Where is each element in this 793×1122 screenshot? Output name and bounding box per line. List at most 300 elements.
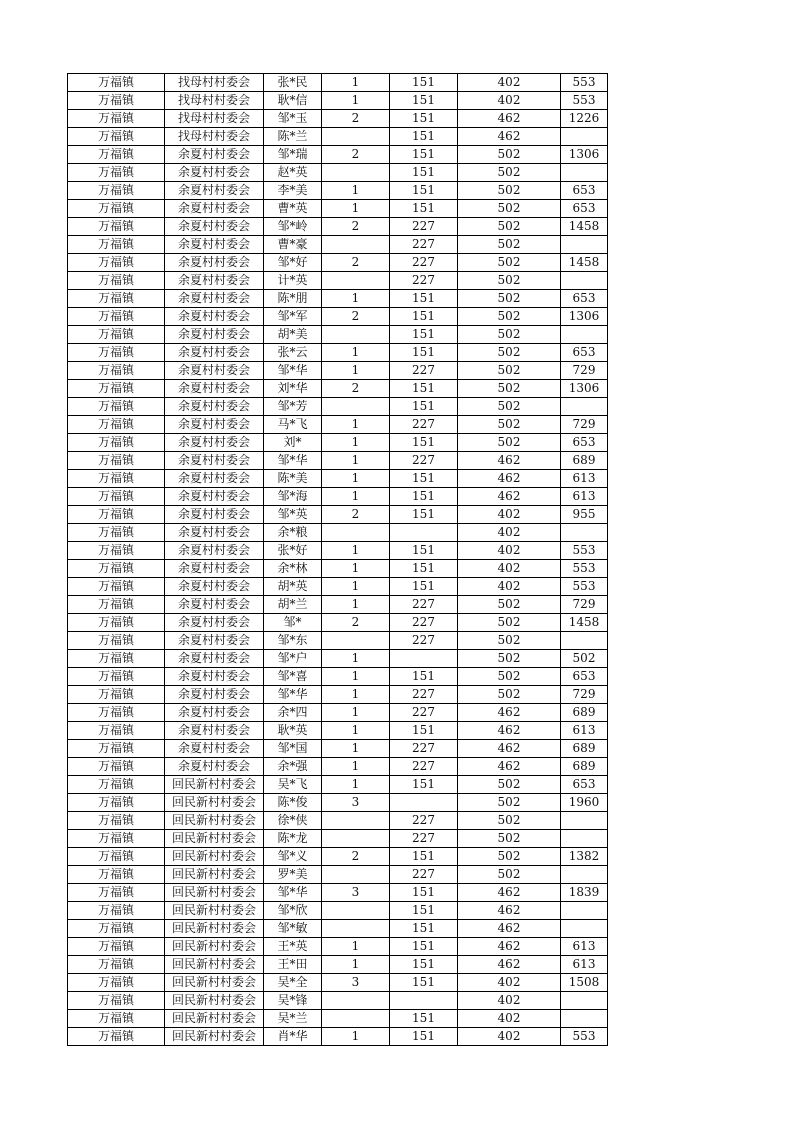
cell-total: 1839 <box>561 884 608 902</box>
table-row <box>68 1028 608 1046</box>
cell-value-a: 227 <box>390 236 458 254</box>
cell-town: 万福镇 <box>68 74 165 92</box>
cell-village-committee: 余夏村村委会 <box>165 686 264 704</box>
cell-person-name: 邹*喜 <box>264 668 322 686</box>
cell-village-committee: 余夏村村委会 <box>165 506 264 524</box>
cell-value-b: 502 <box>458 164 561 182</box>
cell-value-b: 402 <box>458 560 561 578</box>
table-row <box>68 344 608 362</box>
cell-person-name: 邹*好 <box>264 254 322 272</box>
cell-value-b: 502 <box>458 308 561 326</box>
cell-count <box>322 992 390 1010</box>
cell-value-b: 502 <box>458 146 561 164</box>
cell-village-committee: 余夏村村委会 <box>165 146 264 164</box>
cell-count: 1 <box>322 596 390 614</box>
cell-village-committee: 余夏村村委会 <box>165 542 264 560</box>
cell-person-name: 吴*飞 <box>264 776 322 794</box>
cell-value-a: 151 <box>390 578 458 596</box>
cell-count: 1 <box>322 452 390 470</box>
cell-value-b: 402 <box>458 542 561 560</box>
cell-value-a: 227 <box>390 614 458 632</box>
table-row <box>68 182 608 200</box>
cell-village-committee: 回民新村村委会 <box>165 902 264 920</box>
cell-value-a <box>390 650 458 668</box>
table-row <box>68 146 608 164</box>
cell-value-a: 151 <box>390 956 458 974</box>
cell-count <box>322 830 390 848</box>
cell-value-b: 502 <box>458 668 561 686</box>
cell-value-a: 151 <box>390 74 458 92</box>
cell-count <box>322 128 390 146</box>
cell-value-a: 151 <box>390 110 458 128</box>
table-row <box>68 326 608 344</box>
cell-value-a: 151 <box>390 902 458 920</box>
cell-person-name: 陈*俊 <box>264 794 322 812</box>
cell-town: 万福镇 <box>68 326 165 344</box>
cell-village-committee: 余夏村村委会 <box>165 740 264 758</box>
cell-village-committee: 余夏村村委会 <box>165 488 264 506</box>
cell-count: 2 <box>322 380 390 398</box>
cell-count: 1 <box>322 704 390 722</box>
cell-total <box>561 272 608 290</box>
table-row <box>68 650 608 668</box>
cell-total: 653 <box>561 776 608 794</box>
cell-village-committee: 回民新村村委会 <box>165 830 264 848</box>
cell-total: 729 <box>561 362 608 380</box>
cell-total: 1960 <box>561 794 608 812</box>
cell-value-b: 502 <box>458 290 561 308</box>
cell-village-committee: 余夏村村委会 <box>165 758 264 776</box>
cell-town: 万福镇 <box>68 578 165 596</box>
table-row <box>68 506 608 524</box>
table-row <box>68 794 608 812</box>
table-row <box>68 200 608 218</box>
cell-person-name: 吴*兰 <box>264 1010 322 1028</box>
cell-total: 553 <box>561 578 608 596</box>
cell-person-name: 胡*兰 <box>264 596 322 614</box>
cell-count: 2 <box>322 218 390 236</box>
cell-town: 万福镇 <box>68 560 165 578</box>
cell-value-b: 502 <box>458 200 561 218</box>
cell-value-a: 151 <box>390 164 458 182</box>
cell-town: 万福镇 <box>68 812 165 830</box>
cell-person-name: 肖*华 <box>264 1028 322 1046</box>
cell-town: 万福镇 <box>68 1028 165 1046</box>
cell-village-committee: 余夏村村委会 <box>165 632 264 650</box>
cell-total: 553 <box>561 92 608 110</box>
cell-town: 万福镇 <box>68 866 165 884</box>
table-row <box>68 974 608 992</box>
cell-town: 万福镇 <box>68 902 165 920</box>
cell-person-name: 邹*华 <box>264 362 322 380</box>
cell-count <box>322 398 390 416</box>
cell-value-b: 462 <box>458 722 561 740</box>
cell-town: 万福镇 <box>68 218 165 236</box>
cell-value-b: 462 <box>458 452 561 470</box>
cell-person-name: 余*林 <box>264 560 322 578</box>
cell-town: 万福镇 <box>68 110 165 128</box>
cell-value-b: 402 <box>458 1028 561 1046</box>
cell-village-committee: 回民新村村委会 <box>165 974 264 992</box>
cell-village-committee: 余夏村村委会 <box>165 164 264 182</box>
cell-person-name: 邹*华 <box>264 452 322 470</box>
cell-value-a: 151 <box>390 488 458 506</box>
table-row <box>68 920 608 938</box>
cell-count: 1 <box>322 686 390 704</box>
cell-count <box>322 326 390 344</box>
cell-town: 万福镇 <box>68 200 165 218</box>
cell-count: 1 <box>322 722 390 740</box>
cell-value-b: 502 <box>458 254 561 272</box>
table-row <box>68 812 608 830</box>
table-row <box>68 74 608 92</box>
cell-person-name: 邹*玉 <box>264 110 322 128</box>
cell-person-name: 耿*英 <box>264 722 322 740</box>
cell-town: 万福镇 <box>68 236 165 254</box>
cell-village-committee: 余夏村村委会 <box>165 416 264 434</box>
cell-village-committee: 余夏村村委会 <box>165 560 264 578</box>
cell-value-a <box>390 992 458 1010</box>
table-row <box>68 704 608 722</box>
cell-person-name: 胡*美 <box>264 326 322 344</box>
cell-count: 1 <box>322 740 390 758</box>
cell-count <box>322 1010 390 1028</box>
cell-value-a: 227 <box>390 596 458 614</box>
cell-town: 万福镇 <box>68 398 165 416</box>
cell-town: 万福镇 <box>68 992 165 1010</box>
cell-town: 万福镇 <box>68 938 165 956</box>
table-row <box>68 290 608 308</box>
cell-town: 万福镇 <box>68 290 165 308</box>
cell-total <box>561 524 608 542</box>
cell-total: 1382 <box>561 848 608 866</box>
cell-value-a: 151 <box>390 668 458 686</box>
table-row <box>68 776 608 794</box>
cell-count: 2 <box>322 146 390 164</box>
table-row <box>68 524 608 542</box>
cell-person-name: 余*强 <box>264 758 322 776</box>
cell-count <box>322 920 390 938</box>
cell-value-b: 462 <box>458 110 561 128</box>
table-row <box>68 218 608 236</box>
cell-count: 3 <box>322 884 390 902</box>
cell-count: 2 <box>322 254 390 272</box>
cell-town: 万福镇 <box>68 470 165 488</box>
cell-person-name: 张*民 <box>264 74 322 92</box>
cell-town: 万福镇 <box>68 686 165 704</box>
cell-village-committee: 余夏村村委会 <box>165 668 264 686</box>
cell-village-committee: 余夏村村委会 <box>165 578 264 596</box>
cell-village-committee: 余夏村村委会 <box>165 434 264 452</box>
cell-town: 万福镇 <box>68 128 165 146</box>
table-row <box>68 614 608 632</box>
cell-total: 1458 <box>561 254 608 272</box>
cell-town: 万福镇 <box>68 740 165 758</box>
cell-value-b: 502 <box>458 614 561 632</box>
table-row <box>68 128 608 146</box>
table-row <box>68 884 608 902</box>
table-row <box>68 1010 608 1028</box>
cell-total: 689 <box>561 740 608 758</box>
cell-count: 1 <box>322 542 390 560</box>
cell-village-committee: 余夏村村委会 <box>165 290 264 308</box>
cell-village-committee: 余夏村村委会 <box>165 722 264 740</box>
table-row <box>68 92 608 110</box>
cell-value-a: 151 <box>390 380 458 398</box>
cell-town: 万福镇 <box>68 974 165 992</box>
table-row <box>68 416 608 434</box>
cell-value-a: 227 <box>390 254 458 272</box>
cell-count: 1 <box>322 938 390 956</box>
cell-person-name: 邹* <box>264 614 322 632</box>
cell-count <box>322 272 390 290</box>
cell-value-b: 402 <box>458 92 561 110</box>
cell-total: 613 <box>561 488 608 506</box>
cell-value-b: 402 <box>458 992 561 1010</box>
table-row <box>68 434 608 452</box>
cell-town: 万福镇 <box>68 488 165 506</box>
cell-count <box>322 902 390 920</box>
cell-count: 1 <box>322 758 390 776</box>
cell-person-name: 耿*信 <box>264 92 322 110</box>
cell-value-b: 402 <box>458 74 561 92</box>
cell-person-name: 邹*芳 <box>264 398 322 416</box>
cell-total: 502 <box>561 650 608 668</box>
cell-village-committee: 找母村村委会 <box>165 128 264 146</box>
cell-count: 1 <box>322 560 390 578</box>
cell-total <box>561 992 608 1010</box>
cell-value-a: 227 <box>390 218 458 236</box>
cell-person-name: 陈*朋 <box>264 290 322 308</box>
cell-village-committee: 余夏村村委会 <box>165 218 264 236</box>
cell-total: 1226 <box>561 110 608 128</box>
cell-town: 万福镇 <box>68 308 165 326</box>
cell-value-a: 151 <box>390 506 458 524</box>
cell-village-committee: 回民新村村委会 <box>165 866 264 884</box>
table-row <box>68 236 608 254</box>
cell-value-a: 151 <box>390 848 458 866</box>
cell-village-committee: 回民新村村委会 <box>165 848 264 866</box>
cell-town: 万福镇 <box>68 848 165 866</box>
cell-value-b: 502 <box>458 794 561 812</box>
cell-value-b: 462 <box>458 758 561 776</box>
cell-total: 1306 <box>561 146 608 164</box>
cell-person-name: 邹*英 <box>264 506 322 524</box>
cell-total <box>561 866 608 884</box>
cell-person-name: 马*飞 <box>264 416 322 434</box>
cell-count: 1 <box>322 776 390 794</box>
cell-value-a <box>390 524 458 542</box>
cell-value-a: 151 <box>390 128 458 146</box>
cell-value-a: 151 <box>390 290 458 308</box>
cell-count <box>322 164 390 182</box>
cell-total: 729 <box>561 416 608 434</box>
cell-town: 万福镇 <box>68 182 165 200</box>
cell-value-a: 151 <box>390 776 458 794</box>
cell-town: 万福镇 <box>68 596 165 614</box>
cell-count: 1 <box>322 650 390 668</box>
cell-count: 1 <box>322 182 390 200</box>
cell-value-a: 227 <box>390 686 458 704</box>
cell-town: 万福镇 <box>68 542 165 560</box>
cell-value-b: 502 <box>458 632 561 650</box>
cell-value-a: 151 <box>390 1028 458 1046</box>
cell-total <box>561 812 608 830</box>
cell-value-a: 151 <box>390 884 458 902</box>
table-row <box>68 254 608 272</box>
cell-count: 1 <box>322 434 390 452</box>
cell-person-name: 邹*国 <box>264 740 322 758</box>
cell-value-b: 462 <box>458 128 561 146</box>
cell-total: 1306 <box>561 308 608 326</box>
cell-count: 1 <box>322 344 390 362</box>
cell-village-committee: 回民新村村委会 <box>165 884 264 902</box>
cell-person-name: 邹*华 <box>264 884 322 902</box>
cell-count: 1 <box>322 92 390 110</box>
cell-person-name: 刘*华 <box>264 380 322 398</box>
cell-town: 万福镇 <box>68 830 165 848</box>
cell-town: 万福镇 <box>68 146 165 164</box>
cell-count <box>322 524 390 542</box>
cell-person-name: 邹*欣 <box>264 902 322 920</box>
cell-village-committee: 余夏村村委会 <box>165 596 264 614</box>
cell-value-b: 462 <box>458 470 561 488</box>
cell-total: 1458 <box>561 218 608 236</box>
cell-village-committee: 找母村村委会 <box>165 74 264 92</box>
cell-person-name: 刘* <box>264 434 322 452</box>
cell-village-committee: 余夏村村委会 <box>165 344 264 362</box>
cell-count: 1 <box>322 470 390 488</box>
table-row <box>68 830 608 848</box>
cell-village-committee: 回民新村村委会 <box>165 920 264 938</box>
cell-value-a: 227 <box>390 740 458 758</box>
cell-count: 2 <box>322 308 390 326</box>
cell-total <box>561 326 608 344</box>
cell-value-a: 227 <box>390 704 458 722</box>
cell-value-b: 502 <box>458 182 561 200</box>
cell-person-name: 张*云 <box>264 344 322 362</box>
cell-count: 1 <box>322 956 390 974</box>
cell-value-b: 462 <box>458 704 561 722</box>
table-row <box>68 632 608 650</box>
cell-value-a: 151 <box>390 974 458 992</box>
cell-count: 2 <box>322 614 390 632</box>
cell-count <box>322 632 390 650</box>
cell-town: 万福镇 <box>68 614 165 632</box>
cell-village-committee: 回民新村村委会 <box>165 812 264 830</box>
cell-value-b: 502 <box>458 218 561 236</box>
cell-town: 万福镇 <box>68 506 165 524</box>
cell-count: 1 <box>322 290 390 308</box>
cell-village-committee: 余夏村村委会 <box>165 362 264 380</box>
table-row <box>68 902 608 920</box>
cell-value-b: 502 <box>458 362 561 380</box>
cell-town: 万福镇 <box>68 704 165 722</box>
table-row <box>68 398 608 416</box>
cell-total: 1458 <box>561 614 608 632</box>
cell-person-name: 余*粮 <box>264 524 322 542</box>
cell-value-b: 502 <box>458 830 561 848</box>
cell-person-name: 邹*华 <box>264 686 322 704</box>
cell-value-b: 462 <box>458 938 561 956</box>
cell-person-name: 陈*美 <box>264 470 322 488</box>
cell-count: 1 <box>322 668 390 686</box>
cell-value-b: 502 <box>458 326 561 344</box>
cell-value-b: 502 <box>458 848 561 866</box>
cell-count: 1 <box>322 1028 390 1046</box>
cell-count <box>322 236 390 254</box>
table-row <box>68 848 608 866</box>
cell-total: 553 <box>561 1028 608 1046</box>
cell-total: 613 <box>561 956 608 974</box>
cell-person-name: 徐*侠 <box>264 812 322 830</box>
table-row <box>68 866 608 884</box>
cell-village-committee: 回民新村村委会 <box>165 776 264 794</box>
cell-value-a: 227 <box>390 866 458 884</box>
cell-total: 653 <box>561 200 608 218</box>
cell-total: 955 <box>561 506 608 524</box>
table-row <box>68 938 608 956</box>
cell-value-a: 227 <box>390 272 458 290</box>
cell-value-a: 151 <box>390 92 458 110</box>
cell-person-name: 吴*锋 <box>264 992 322 1010</box>
cell-value-b: 402 <box>458 974 561 992</box>
cell-value-b: 502 <box>458 398 561 416</box>
cell-person-name: 邹*义 <box>264 848 322 866</box>
cell-value-a: 151 <box>390 542 458 560</box>
table-row <box>68 758 608 776</box>
cell-village-committee: 回民新村村委会 <box>165 992 264 1010</box>
cell-village-committee: 余夏村村委会 <box>165 650 264 668</box>
cell-person-name: 张*好 <box>264 542 322 560</box>
cell-person-name: 邹*岭 <box>264 218 322 236</box>
cell-village-committee: 余夏村村委会 <box>165 614 264 632</box>
cell-village-committee: 余夏村村委会 <box>165 380 264 398</box>
cell-person-name: 邹*户 <box>264 650 322 668</box>
cell-village-committee: 余夏村村委会 <box>165 236 264 254</box>
cell-total: 729 <box>561 596 608 614</box>
cell-village-committee: 余夏村村委会 <box>165 272 264 290</box>
cell-town: 万福镇 <box>68 416 165 434</box>
cell-total <box>561 632 608 650</box>
cell-town: 万福镇 <box>68 668 165 686</box>
cell-value-b: 502 <box>458 866 561 884</box>
cell-value-a: 227 <box>390 830 458 848</box>
cell-count: 1 <box>322 488 390 506</box>
cell-town: 万福镇 <box>68 434 165 452</box>
cell-count: 2 <box>322 110 390 128</box>
cell-town: 万福镇 <box>68 254 165 272</box>
cell-town: 万福镇 <box>68 758 165 776</box>
cell-value-b: 502 <box>458 776 561 794</box>
table-row <box>68 596 608 614</box>
cell-total: 613 <box>561 938 608 956</box>
records-table <box>67 73 608 1046</box>
table-row <box>68 308 608 326</box>
cell-count: 1 <box>322 74 390 92</box>
cell-person-name: 李*美 <box>264 182 322 200</box>
table-row <box>68 110 608 128</box>
cell-village-committee: 余夏村村委会 <box>165 254 264 272</box>
cell-town: 万福镇 <box>68 524 165 542</box>
cell-village-committee: 找母村村委会 <box>165 92 264 110</box>
cell-total: 653 <box>561 434 608 452</box>
cell-village-committee: 余夏村村委会 <box>165 308 264 326</box>
cell-value-a: 151 <box>390 1010 458 1028</box>
cell-value-b: 502 <box>458 272 561 290</box>
cell-count <box>322 812 390 830</box>
cell-town: 万福镇 <box>68 650 165 668</box>
